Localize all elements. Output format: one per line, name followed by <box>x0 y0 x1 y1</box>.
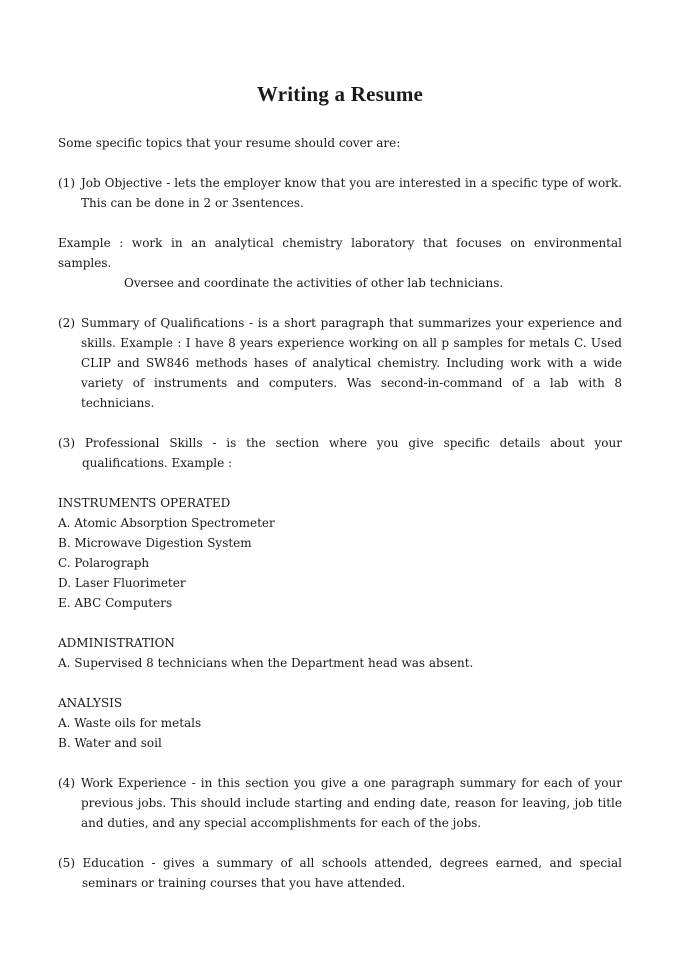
page-title: Writing a Resume <box>256 82 424 106</box>
topic-professional-skills: (3) Professional Skills - is the section where you give specific details about your qualifications. Example : <box>58 436 622 470</box>
topic-text: Work Experience - in this section you give a one paragraph summary for each of your previous jobs. This should include starting and ending date, reason for leaving, job title and duties, and any special accomplishments for each of the jobs. <box>81 776 622 830</box>
list-item: A. Supervised 8 technicians when the Department head was absent. <box>58 656 474 670</box>
topic-job-objective <box>58 173 622 213</box>
example-line-2: Oversee and coordinate the activities of other lab technicians. <box>124 276 504 290</box>
list-item: B. Microwave Digestion System <box>58 536 252 550</box>
administration-section <box>58 633 622 673</box>
example-label: Example : <box>58 236 124 250</box>
section-heading: ANALYSIS <box>58 696 123 710</box>
topic-work-experience <box>58 773 622 833</box>
topic-text: Summary of Qualifications - is a short paragraph that summarizes your experience and skills. Example : I have 8 years experience working on all p samples for metals C. Used CLIP and SW846 methods hases of analytical chemistry. Including work with a wide variety of instruments and computers. Was second-in-command of a lab with 8 technicians. <box>81 316 622 410</box>
example-block <box>58 233 622 293</box>
list-item: A. Waste oils for metals <box>58 716 202 730</box>
analysis-section <box>58 693 622 753</box>
document-body <box>58 133 622 913</box>
topic-number: (2) <box>58 316 75 330</box>
list-item: C. Polarograph <box>58 556 150 570</box>
list-item: A. Atomic Absorption Spectrometer <box>58 516 275 530</box>
section-heading: INSTRUMENTS OPERATED <box>58 496 231 510</box>
topic-text: Job Objective - lets the employer know that you are interested in a specific type of work. This can be done in 2 or 3sentences. <box>81 176 622 210</box>
topic-number: (4) <box>58 776 75 790</box>
topic-summary-of-qualifications <box>58 313 622 413</box>
list-item: D. Laser Fluorimeter <box>58 576 186 590</box>
section-heading: ADMINISTRATION <box>58 636 175 650</box>
topic-education: (5) Education - gives a summary of all schools attended, degrees earned, and special seminars or training courses that you have attended. <box>58 856 622 890</box>
topic-number: (1) <box>58 176 75 190</box>
intro-paragraph: Some specific topics that your resume should cover are: <box>58 136 401 150</box>
example-line-1 <box>58 233 622 273</box>
example-text-1: work in an analytical chemistry laboratory that focuses on environmental samples. <box>58 236 622 270</box>
list-item: B. Water and soil <box>58 736 162 750</box>
instruments-section <box>58 493 622 613</box>
list-item: E. ABC Computers <box>58 596 173 610</box>
